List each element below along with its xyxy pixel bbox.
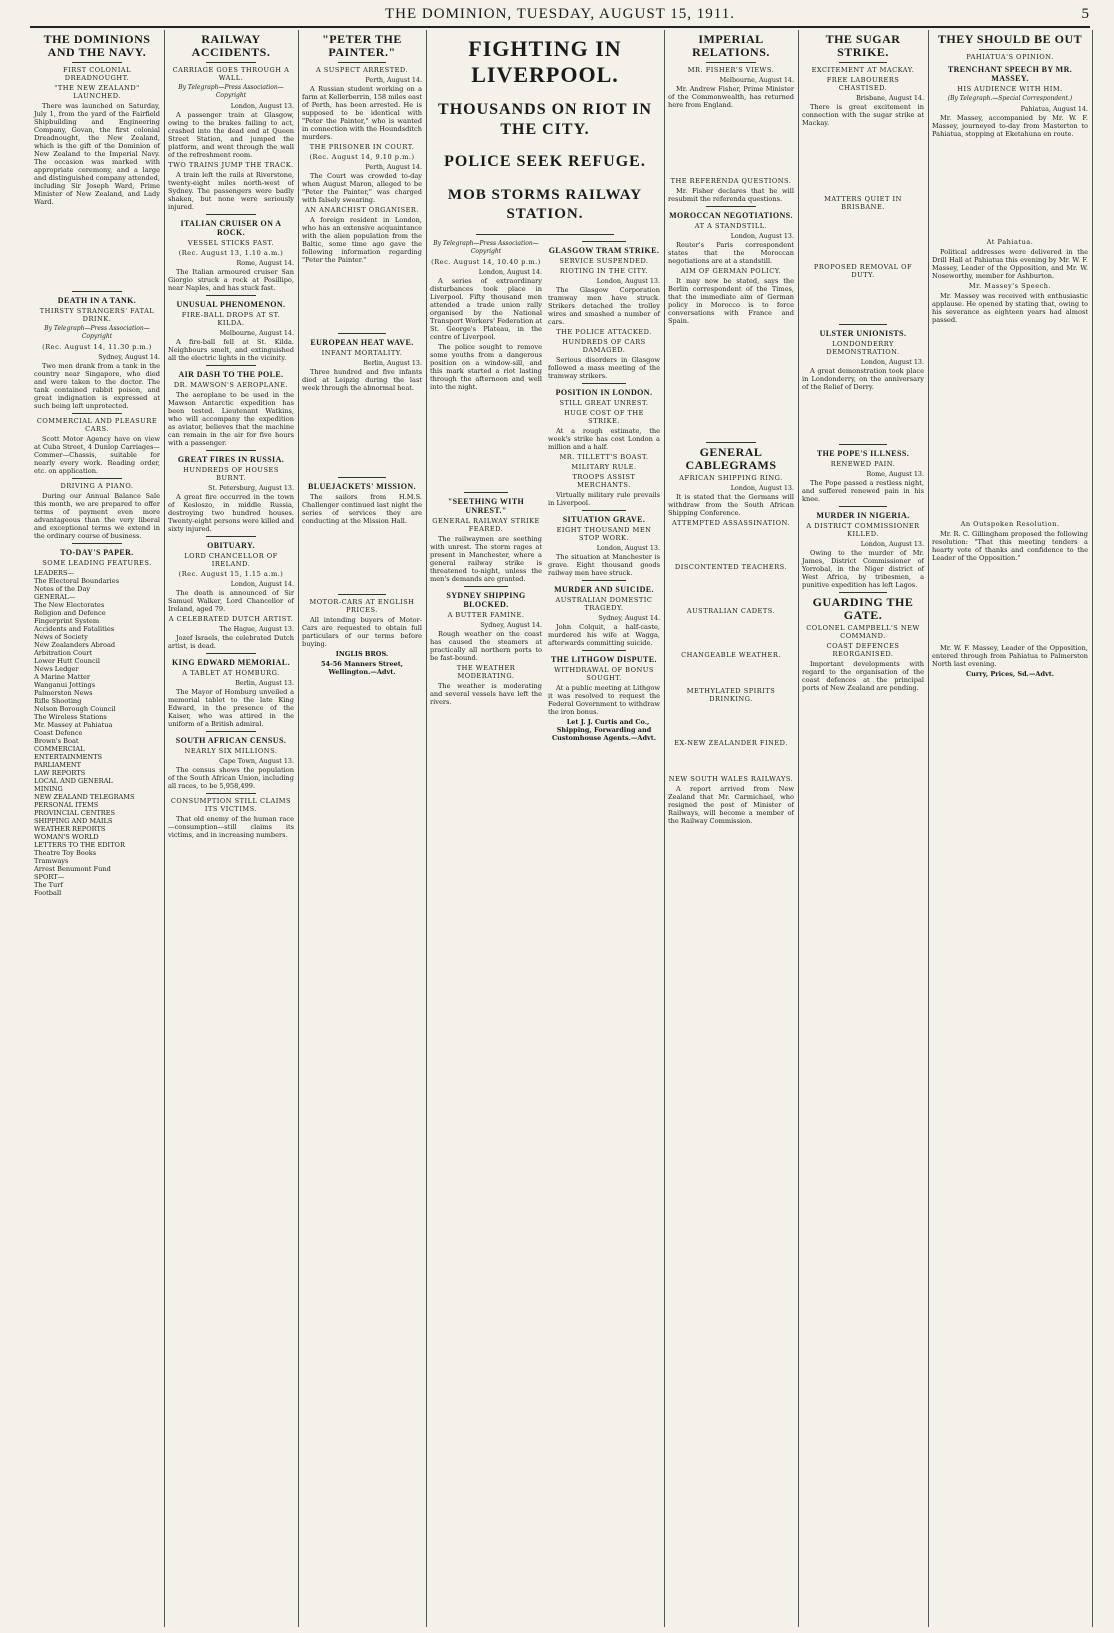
subhead: EX-NEW ZEALANDER FINED. <box>674 739 788 747</box>
feature-item: GENERAL— <box>34 593 76 601</box>
subhead: TROOPS ASSIST MERCHANTS. <box>572 473 636 489</box>
feature-item: WEATHER REPORTS <box>34 825 106 833</box>
feature-item: Wanganui Jottings <box>34 681 96 689</box>
headline: BLUEJACKETS' MISSION. <box>308 482 416 491</box>
divider <box>206 793 256 794</box>
article-text: The police sought to remove some youths from a dangerous position on a window-sill, and this mark started a riot lasting through the afternoon and well into the night. <box>430 343 542 391</box>
headline: OBITUARY. <box>207 541 255 550</box>
divider <box>839 506 888 507</box>
feature-item: Nelson Borough Council <box>34 705 116 713</box>
article-continuation <box>802 129 924 193</box>
headline: THEY SHOULD BE OUT <box>937 32 1083 46</box>
headline: MURDER IN NIGERIA. <box>816 511 910 520</box>
headline: "PETER THE PAINTER." <box>322 32 402 59</box>
headline: SITUATION GRAVE. <box>562 515 646 524</box>
main-story-columns <box>430 238 660 744</box>
headline: DEATH IN A TANK. <box>57 296 137 305</box>
ad-heading: DRIVING A PIANO. <box>60 482 134 490</box>
subhead: RIOTING IN THE CITY. <box>559 267 649 275</box>
article-text: Mr. Fisher declares that he will resubmit the referenda questions. <box>668 187 794 203</box>
dateline: Perth, August 14. <box>365 76 422 84</box>
feature-item: Accidents and Fatalities <box>34 625 115 633</box>
article-text: The death is announced of Sir Samuel Walker, Lord Chancellor of Ireland, aged 79. <box>168 589 294 613</box>
headline: THE SUGAR STRIKE. <box>825 32 901 59</box>
feature-item: MINING <box>34 785 63 793</box>
received-line: (Rec. August 14, 9.10 p.m.) <box>309 153 415 161</box>
column-1 <box>30 30 165 1627</box>
feature-item: Arrest Benumont Fund <box>34 865 111 873</box>
divider <box>464 586 509 587</box>
article-text: The aeroplane to be used in the Mawson Antarctic expedition has been tested. Lieutenant Watkins, who will accompany the expedition as aviator, believes that the machine can remain in the air for five hours with a passenger. <box>168 391 294 447</box>
dateline: London, August 13. <box>730 232 794 240</box>
subhead: "THE NEW ZEALAND" LAUNCHED. <box>54 84 140 100</box>
divider <box>582 383 627 384</box>
dateline: London, August 13. <box>730 484 794 492</box>
divider <box>72 291 122 292</box>
article-continuation <box>802 393 924 441</box>
subhead: MATTERS QUIET IN BRISBANE. <box>824 195 902 211</box>
column-5 <box>664 30 799 1627</box>
feature-item: The Wireless Stations <box>34 713 107 721</box>
divider <box>338 594 386 595</box>
article-text: Mr. W. F. Massey, Leader of the Opposition, entered through from Pahiatua to Palmerston North last evening. <box>932 644 1088 668</box>
subhead: LORD CHANCELLOR OF IRELAND. <box>184 552 278 568</box>
article-continuation <box>932 326 1088 518</box>
divider <box>706 442 756 443</box>
feature-item: Rifle Shooting <box>34 697 82 705</box>
article-text: A series of extraordinary disturbances took place in Liverpool. Fifty thousand men attended a trade union rally organised by the National Transport Workers' Federation at St. George's Plateau, in the centre of Liverpool. <box>430 277 542 341</box>
wire-credit: By Telegraph—Press Association—Copyright <box>178 84 284 99</box>
feature-item: ENTERTAINMENTS <box>34 753 103 761</box>
subhead: EXCITEMENT AT MACKAY. <box>811 66 915 74</box>
ad-text: That old enemy of the human race—consumption—still claims its victims, and in increasing numbers. <box>168 815 294 839</box>
feature-item: Tramways <box>34 857 69 865</box>
main-subheadline: POLICE SEEK REFUGE. <box>444 153 646 170</box>
article-text: A train left the rails at Riverstone, twenty-eight miles north-west of Sydney. The passengers were badly shaken, but none were seriously injured. <box>168 171 294 211</box>
subhead: MR. TILLETT'S BOAST. <box>559 453 649 461</box>
ad-text: All intending buyers of Motor-Cars are requested to obtain full particulars of our terms before buying. <box>302 616 422 648</box>
dateline: Rome, August 14. <box>236 259 294 267</box>
feature-item: SPORT— <box>34 873 65 881</box>
headline: POSITION IN LONDON. <box>555 388 653 397</box>
subhead: AUSTRALIAN DOMESTIC TRAGEDY. <box>555 596 653 612</box>
masthead-title: THE DOMINION, TUESDAY, AUGUST 15, 1911. <box>385 6 735 22</box>
article-continuation <box>302 527 422 591</box>
article-text: Mr. Massey was received with enthusiastic applause. He opened by stating that, owing to his severance as eighteen years had almost passed. <box>932 292 1088 324</box>
article-continuation <box>302 394 422 474</box>
divider <box>206 450 256 451</box>
article-text: Owing to the murder of Mr. James, District Commissioner of Yorrobal, in the Niger district of West Africa, by tribesmen, a punitive expedition has left Lagos. <box>802 549 924 589</box>
column-7 <box>928 30 1093 1627</box>
subhead: A DISTRICT COMMISSIONER KILLED. <box>806 522 920 538</box>
dateline: St. Petersburg, August 13. <box>208 484 294 492</box>
article-continuation <box>932 564 1088 644</box>
article-text: Political addresses were delivered in the Drill Hall at Pahiatua this evening by Mr. W. F. Massey, Leader of the Opposition, and Mr. W. Noseworthy, member for Ashburton. <box>932 248 1088 280</box>
subhead: SERVICE SUSPENDED. <box>559 257 649 265</box>
dateline: London, August 13. <box>860 540 924 548</box>
article-continuation <box>802 213 924 261</box>
dateline: Sydney, August 14. <box>598 614 660 622</box>
subhead: METHYLATED SPIRITS DRINKING. <box>686 687 776 703</box>
feature-item: LEADERS— <box>34 569 75 577</box>
subhead: THE PRISONER IN COURT. <box>309 143 415 151</box>
article-text: The Glasgow Corporation tramway men have struck. Strikers detached the trolley wires and smashed a number of cars. <box>548 286 660 326</box>
dateline: London, August 13. <box>596 544 660 552</box>
dateline: Pahiatua, August 14. <box>1020 105 1088 113</box>
article-continuation <box>668 111 794 175</box>
article-text: The situation at Manchester is grave. Eight thousand goods railway men have struck. <box>548 553 660 577</box>
subhead: AT A STANDSTILL. <box>694 222 768 230</box>
article-text: The Mayor of Homburg unveiled a memorial tablet to the late King Edward, in the presence of the Kaiser, who was attired in the uniform of a British admiral. <box>168 688 294 728</box>
dateline: London, August 13. <box>596 277 660 285</box>
wire-credit: By Telegraph—Press Association—Copyright <box>44 325 150 340</box>
subhead: VESSEL STICKS FAST. <box>187 239 275 247</box>
received-line: (Rec. August 15, 1.15 a.m.) <box>178 570 284 578</box>
subhead: Mr. Massey's Speech. <box>968 282 1052 290</box>
subhead: AIM OF GERMAN POLICY. <box>680 267 782 275</box>
headline: GLASGOW TRAM STRIKE. <box>548 246 660 255</box>
article-continuation <box>430 393 542 489</box>
dateline: London, August 14. <box>478 268 542 276</box>
article-continuation <box>932 140 1088 236</box>
dateline: Perth, August 14. <box>365 163 422 171</box>
wire-credit: By Telegraph—Press Association—Copyright <box>433 240 539 255</box>
article-text: The Court was crowded to-day when August Maron, alleged to be "Peter the Painter," was charged with falsely swearing. <box>302 172 422 204</box>
headline: ULSTER UNIONISTS. <box>819 329 907 338</box>
feature-item: News of Society <box>34 633 88 641</box>
headline: KING EDWARD MEMORIAL. <box>172 658 290 667</box>
subhead: HUNDREDS OF CARS DAMAGED. <box>562 338 646 354</box>
feature-item: Mr. Massey at Pahiatua <box>34 721 113 729</box>
article-text: John Colquit, a half-caste, murdered his wife at Wagga, afterwards committing suicide. <box>548 623 660 647</box>
article-text: At a rough estimate, the week's strike has cost London a million and a half. <box>548 427 660 451</box>
article-text: A Russian student working on a farm at Kellerberrin, 158 miles east of Perth, has been arrested. He is supposed to be identical with "Peter the Painter," who is wanted in connection with the Houndsditch murders. <box>302 85 422 141</box>
dateline: Berlin, August 13. <box>363 359 422 367</box>
feature-item: PROVINCIAL CENTRES <box>34 809 116 817</box>
feature-item: LETTERS TO THE EDITOR <box>34 841 125 849</box>
article-text: Mr. R. C. Gillingham proposed the following resolution: "That this meeting tenders a hearty vote of thanks and confidence to the Leader of the Opposition." <box>932 530 1088 562</box>
subhead: HUGE COST OF THE STRIKE. <box>564 409 644 425</box>
dateline: London, August 13. <box>860 358 924 366</box>
subhead: FIRST COLONIAL DREADNOUGHT. <box>63 66 131 82</box>
article-continuation <box>668 573 794 605</box>
dateline: Melbourne, August 14. <box>719 76 794 84</box>
feature-item: Religion and Defence <box>34 609 106 617</box>
divider <box>582 510 627 511</box>
article-text: Rough weather on the coast has caused the steamers at practically all northern ports to be fast-bound. <box>430 630 542 662</box>
subhead: WITHDRAWAL OF BONUS SOUGHT. <box>554 666 654 682</box>
divider <box>72 478 122 479</box>
received-line: (Rec. August 14, 10.40 p.m.) <box>431 258 541 266</box>
feature-item: A Marine Matter <box>34 673 91 681</box>
subhead: INFANT MORTALITY. <box>321 349 403 357</box>
divider <box>582 241 627 242</box>
article-text: There is great excitement in connection with the sugar strike at Mackay. <box>802 103 924 127</box>
divider <box>839 324 888 325</box>
ad-name: INGLIS BROS. <box>335 650 389 658</box>
subhead: ATTEMPTED ASSASSINATION. <box>672 519 790 527</box>
subhead: THE REFERENDA QUESTIONS. <box>670 177 792 185</box>
headline: ITALIAN CRUISER ON A ROCK. <box>180 219 282 237</box>
article-text: Mr. Andrew Fisher, Prime Minister of the Commonwealth, has returned here from England. <box>668 85 794 109</box>
headline: GUARDING THE GATE. <box>812 595 914 622</box>
wire-credit: (By Telegraph.—Special Correspondent.) <box>947 95 1073 102</box>
subhead: An Outspoken Resolution. <box>960 520 1060 528</box>
divider <box>839 62 888 63</box>
subhead: TRENCHANT SPEECH BY MR. MASSEY. <box>947 65 1073 83</box>
article-text: A fire-ball fell at St. Kilda. Neighbours smelt, and extinguished all the electric lights in the vicinity. <box>168 338 294 362</box>
divider <box>206 62 256 63</box>
subhead: AFRICAN SHIPPING RING. <box>679 474 783 482</box>
article-text: The Italian armoured cruiser San Giorgio struck a rock at Posillipo, near Naples, and has stuck fast. <box>168 268 294 292</box>
headline: MURDER AND SUICIDE. <box>554 585 654 594</box>
subhead: COLONEL CAMPBELL'S NEW COMMAND. <box>806 624 920 640</box>
divider <box>706 206 756 207</box>
dateline: Cape Town, August 13. <box>219 757 294 765</box>
article-text: Three hundred and five infants died at Leipzig during the last week through the abnormal heat. <box>302 368 422 392</box>
article-text: Mr. Massey, accompanied by Mr. W. F. Massey, journeyed to-day from Masterton to Pahiatua, stopping at Eketahuna en route. <box>932 114 1088 138</box>
divider <box>582 580 627 581</box>
main-subheadline: MOB STORMS RAILWAY STATION. <box>447 187 643 222</box>
feature-item: Fingerprint System <box>34 617 100 625</box>
ad-address: 54-56 Manners Street, Wellington.—Advt. <box>320 660 404 676</box>
article-text: The sailors from H.M.S. Challenger continued last night the series of services they are conducting at the Mission Hall. <box>302 493 422 525</box>
article-text: A great demonstration took place in Londonderry, on the anniversary of the Relief of Derry. <box>802 367 924 391</box>
main-story-left <box>430 238 542 744</box>
masthead <box>30 6 1090 28</box>
article-text: There was launched on Saturday, July 1, from the yard of the Fairfield Shipbuilding and Engineering Company, Govan, the first colonial Dreadnought, the New Zealand, which is the gift of the Dominion of New Zealand to the Imperial Navy. The occasion was marked with appropriate ceremony, and a large and distinguished company attended, including Sir Joseph Ward, Prime Minister of New Zealand, and Lady Ward. <box>34 102 160 206</box>
subhead: AN ANARCHIST ORGANISER. <box>305 206 419 214</box>
article-text: Virtually military rule prevails in Liverpool. <box>548 491 660 507</box>
feature-item: LOCAL AND GENERAL <box>34 777 113 785</box>
divider <box>72 413 122 414</box>
headline: GREAT FIRES IN RUSSIA. <box>177 455 285 464</box>
headline: AIR DASH TO THE POLE. <box>178 370 284 379</box>
main-story-right <box>548 238 660 744</box>
headline: UNUSUAL PHENOMENON. <box>176 300 286 309</box>
headline: "SEETHING WITH UNREST." <box>447 497 525 515</box>
headline: GENERAL CABLEGRAMS <box>685 445 777 472</box>
article-continuation <box>668 749 794 773</box>
dateline: London, August 13. <box>230 102 294 110</box>
subhead: NEARLY SIX MILLIONS. <box>184 747 278 755</box>
divider <box>338 477 386 478</box>
feature-item: Coast Defence <box>34 729 83 737</box>
divider <box>979 49 1041 50</box>
divider <box>206 536 256 537</box>
article-continuation <box>668 327 794 439</box>
subhead: DR. MAWSON'S AEROPLANE. <box>173 381 289 389</box>
main-subheadline: THOUSANDS ON RIOT IN THE CITY. <box>438 101 652 138</box>
main-headline: FIGHTING IN LIVERPOOL. <box>468 36 622 87</box>
article-text: A passenger train at Glasgow, owing to the brakes failing to act, crashed into the dead end at Queen Street Station, and jumped the platform, and went through the wall of the refreshment room. <box>168 111 294 159</box>
headline: MOROCCAN NEGOTIATIONS. <box>669 211 793 220</box>
headline: EUROPEAN HEAT WAVE. <box>310 338 414 347</box>
dateline: Brisbane, August 14. <box>856 94 924 102</box>
feature-item: LAW REPORTS <box>34 769 86 777</box>
headline: THE DOMINIONS AND THE NAVY. <box>43 32 151 59</box>
article-continuation <box>668 705 794 737</box>
feature-item: WOMAN'S WORLD <box>34 833 99 841</box>
feature-item: Football <box>34 889 62 897</box>
dateline: London, August 14. <box>230 580 294 588</box>
headline: SOUTH AFRICAN CENSUS. <box>175 736 287 745</box>
feature-item: New Zealanders Abroad <box>34 641 116 649</box>
subhead: PAHIATUA'S OPINION. <box>966 53 1054 61</box>
divider <box>839 444 888 445</box>
subhead: CHANGEABLE WEATHER. <box>681 651 781 659</box>
ad-heading: CONSUMPTION STILL CLAIMS ITS VICTIMS. <box>170 797 292 813</box>
received-line: (Rec. August 14, 11.30 p.m.) <box>42 343 152 351</box>
subhead: A SUSPECT ARRESTED. <box>315 66 409 74</box>
subhead: MILITARY RULE. <box>571 463 637 471</box>
divider <box>206 731 256 732</box>
feature-item: Notes of the Day <box>34 585 91 593</box>
article-text: The railwaymen are seething with unrest. The storm rages at present in Manchester, where a general railway strike is threatened to-night, unless the men's demands are granted. <box>430 535 542 583</box>
dateline: Berlin, August 13. <box>235 679 294 687</box>
feature-list <box>34 569 160 897</box>
divider <box>476 234 614 235</box>
subhead: FIRE-BALL DROPS AT ST. KILDA. <box>181 311 281 327</box>
column-4 <box>426 30 665 1627</box>
article-text: It is stated that the Germans will withdraw from the South African Shipping Conference. <box>668 493 794 517</box>
divider <box>464 492 509 493</box>
subhead: PROPOSED REMOVAL OF DUTY. <box>813 263 913 279</box>
feature-item: The Electoral Boundaries <box>34 577 120 585</box>
article-continuation <box>302 266 422 330</box>
ad-text: Scott Motor Agency have on view at Cuba Street, 4 Dunlop Carriages—Commer—Chassis, suitable for nearly every work. Reading order, etc. on application. <box>34 435 160 475</box>
feature-item: SHIPPING AND MAILS <box>34 817 113 825</box>
article-continuation <box>802 694 924 854</box>
feature-item: The Turf <box>34 881 63 889</box>
article-text: Serious disorders in Glasgow followed a mass meeting of the tramway strikers. <box>548 356 660 380</box>
received-line: (Rec. August 13, 1.10 a.m.) <box>178 249 284 257</box>
divider <box>706 62 756 63</box>
ad-heading: MOTOR-CARS AT ENGLISH PRICES. <box>309 598 415 614</box>
article-continuation <box>34 208 160 288</box>
column-3 <box>298 30 427 1627</box>
subhead: DISCONTENTED TEACHERS. <box>674 563 788 571</box>
subhead: GENERAL RAILWAY STRIKE FEARED. <box>432 517 540 533</box>
subhead: EIGHT THOUSAND MEN STOP WORK. <box>556 526 652 542</box>
feature-item: The New Electorates <box>34 601 105 609</box>
subhead: THIRSTY STRANGERS' FATAL DRINK. <box>39 307 155 323</box>
headline: RAILWAY ACCIDENTS. <box>191 32 271 59</box>
subhead: COAST DEFENCES REORGANISED. <box>826 642 900 658</box>
divider <box>582 650 627 651</box>
article-text: A foreign resident in London, who has an extensive acquaintance with the alien population from the Baltic, some time ago gave the following information regarding "Peter the Painter." <box>302 216 422 264</box>
article-text: A great fire occurred in the town of Kesloszo, in middle Russia, destroying two hundred houses. Twenty-eight persons were killed and sixty injured. <box>168 493 294 533</box>
article-text: The Pope passed a restless night, and suffered renewed pain in his knee. <box>802 479 924 503</box>
subhead: FREE LABOURERS CHASTISED. <box>826 76 900 92</box>
divider <box>839 592 888 593</box>
subhead: THE WEATHER MODERATING. <box>456 664 516 680</box>
subhead: A BUTTER FAMINE. <box>447 611 525 619</box>
divider <box>206 653 256 654</box>
subhead: A TABLET AT HOMBURG. <box>182 669 280 677</box>
article-text: Jozef Israels, the celebrated Dutch artist, is dead. <box>168 634 294 650</box>
ad-text: During our Annual Balance Sale this month, we are prepared to offer terms of payment even more advantageous than the very liberal and exceptional terms we extend in the ordinary course of business. <box>34 492 160 540</box>
feature-item: Palmerston News <box>34 689 93 697</box>
page-number: 5 <box>1081 6 1090 22</box>
subhead: AUSTRALIAN CADETS. <box>686 607 776 615</box>
article-text: It may now be stated, says the Berlin correspondent of the Times, that the immediate aim of German policy in Morocco is to force conversations with France and Spain. <box>668 277 794 325</box>
headline: TO-DAY'S PAPER. <box>60 548 134 557</box>
article-text: Important developments with regard to the organisation of the coast defences at the principal ports of New Zealand are pending. <box>802 660 924 692</box>
divider <box>338 333 386 334</box>
article-text: The weather is moderating and several vessels have left the rivers. <box>430 682 542 706</box>
subhead: RENEWED PAIN. <box>830 460 896 468</box>
feature-item: Brown's Boat <box>34 737 79 745</box>
headline: SYDNEY SHIPPING BLOCKED. <box>446 591 526 609</box>
subhead: TWO TRAINS JUMP THE TRACK. <box>168 161 294 169</box>
headline: THE LITHGOW DISPUTE. <box>551 655 657 664</box>
article-text: A report arrived from New Zealand that Mr. Carmichael, who resigned the post of Minister of Railways, will become a member of the Railway Commission. <box>668 785 794 825</box>
divider <box>72 62 122 63</box>
ad-heading: COMMERCIAL AND PLEASURE CARS. <box>36 417 158 433</box>
divider <box>206 295 256 296</box>
article-continuation <box>668 529 794 561</box>
divider <box>206 214 256 215</box>
headline: IMPERIAL RELATIONS. <box>692 32 770 59</box>
headline: THE POPE'S ILLNESS. <box>816 449 910 458</box>
column-6 <box>798 30 929 1627</box>
subhead: MR. FISHER'S VIEWS. <box>687 66 775 74</box>
feature-item: News Ledger <box>34 665 79 673</box>
article-text: At a public meeting at Lithgow it was resolved to request the Federal Government to withdraw the iron bonus. <box>548 684 660 716</box>
subhead: CARRIAGE GOES THROUGH A WALL. <box>172 66 290 82</box>
feature-item: Lower Hutt Council <box>34 657 100 665</box>
feature-item: PERSONAL ITEMS <box>34 801 99 809</box>
article-continuation <box>802 281 924 321</box>
feature-item: NEW ZEALAND TELEGRAMS <box>34 793 135 801</box>
subhead: At Pahiatua. <box>986 238 1034 246</box>
subhead: STILL GREAT UNREST. <box>559 399 649 407</box>
subhead: SOME LEADING FEATURES. <box>42 559 152 567</box>
subhead: LONDONDERRY DEMONSTRATION. <box>826 340 900 356</box>
subhead: THE POLICE ATTACKED. <box>556 328 652 336</box>
article-text: The census shows the population of the South African Union, including all races, to be 5,958,499. <box>168 766 294 790</box>
feature-item: COMMERCIAL <box>34 745 85 753</box>
article-text: Reuter's Paris correspondent states that the Moroccan negotiations are at a standstill. <box>668 241 794 265</box>
feature-item: Arbitration Court <box>34 649 93 657</box>
article-text: Two men drank from a tank in the country near Singapore, who died and were taken to the doctor. The tank contained rabbit poison, and great indignation is expressed at such being left unprotected. <box>34 362 160 410</box>
dateline: Melbourne, August 14. <box>219 329 294 337</box>
feature-item: Theatre Toy Books <box>34 849 97 857</box>
divider <box>206 365 256 366</box>
subhead: NEW SOUTH WALES RAILWAYS. <box>668 775 794 783</box>
subhead: HIS AUDIENCE WITH HIM. <box>957 85 1063 93</box>
article-continuation <box>668 617 794 649</box>
column-2 <box>164 30 299 1627</box>
divider <box>72 543 122 544</box>
subhead: A CELEBRATED DUTCH ARTIST. <box>168 615 294 623</box>
feature-item: PARLIAMENT <box>34 761 82 769</box>
dateline: The Hague, August 13. <box>219 625 294 633</box>
ad-text: Curry, Prices, Sd.—Advt. <box>965 670 1055 678</box>
divider <box>338 62 386 63</box>
article-continuation <box>668 661 794 685</box>
subhead: HUNDREDS OF HOUSES BURNT. <box>183 466 279 482</box>
dateline: Sydney, August 14. <box>98 353 160 361</box>
dateline: Rome, August 13. <box>866 470 924 478</box>
dateline: Sydney, August 14. <box>480 621 542 629</box>
ad-text: Let J. J. Curtis and Co., Shipping, Forwarding and Customhouse Agents.—Advt. <box>551 718 657 742</box>
